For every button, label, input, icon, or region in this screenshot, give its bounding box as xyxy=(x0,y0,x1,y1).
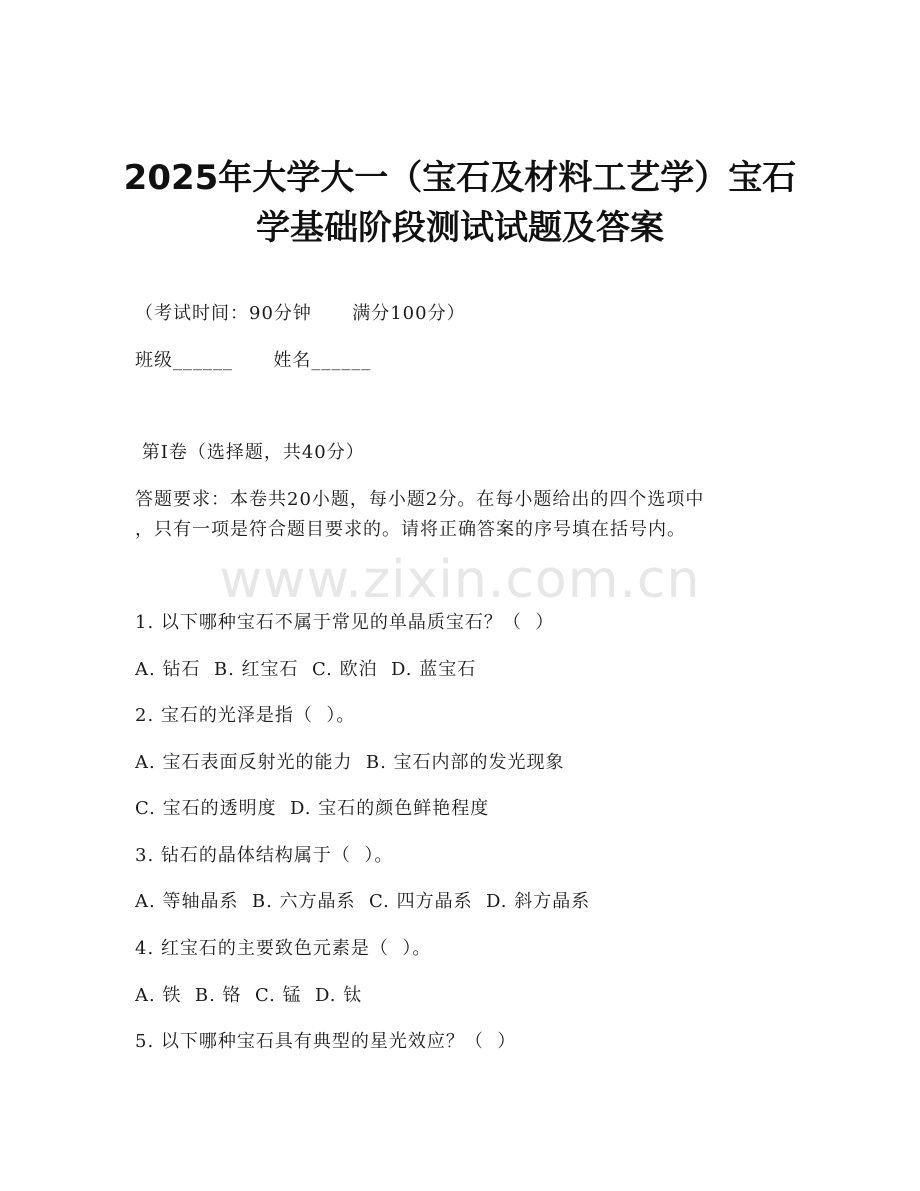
instructions-line-1: 答题要求：本卷共20小题，每小题2分。在每小题给出的四个选项中 xyxy=(135,489,705,510)
class-name-fields: 班级______ 姓名______ xyxy=(135,350,372,371)
section-heading: 第Ⅰ卷（选择题，共40分） xyxy=(135,442,365,463)
question-2-options-a-b: A. 宝石表面反射光的能力 B. 宝石内部的发光现象 xyxy=(135,752,565,773)
question-5: 5. 以下哪种宝石具有典型的星光效应？（ ） xyxy=(135,1031,517,1052)
question-1-options: A. 钻石 B. 红宝石 C. 欧泊 D. 蓝宝石 xyxy=(135,659,477,680)
instructions-line-2: ，只有一项是符合题目要求的。请将正确答案的序号填在括号内。 xyxy=(135,519,686,540)
question-2: 2. 宝石的光泽是指（ ）。 xyxy=(135,705,356,726)
exam-info: （考试时间：90分钟 满分100分） xyxy=(135,303,466,324)
question-2-options-c-d: C. 宝石的透明度 D. 宝石的颜色鲜艳程度 xyxy=(135,798,490,819)
question-3-options: A. 等轴晶系 B. 六方晶系 C. 四方晶系 D. 斜方晶系 xyxy=(135,891,591,912)
document-title-line-2: 学基础阶段测试试题及答案 xyxy=(256,208,664,248)
document-title-line-1: 2025年大学大一（宝石及材料工艺学）宝石 xyxy=(123,158,797,198)
question-1: 1. 以下哪种宝石不属于常见的单晶质宝石？（ ） xyxy=(135,612,555,633)
watermark: www.zixin.com.cn xyxy=(219,550,701,610)
question-3: 3. 钻石的晶体结构属于（ ）。 xyxy=(135,845,394,866)
question-4-options: A. 铁 B. 铬 C. 锰 D. 钛 xyxy=(135,985,363,1006)
question-4: 4. 红宝石的主要致色元素是（ ）。 xyxy=(135,938,432,959)
